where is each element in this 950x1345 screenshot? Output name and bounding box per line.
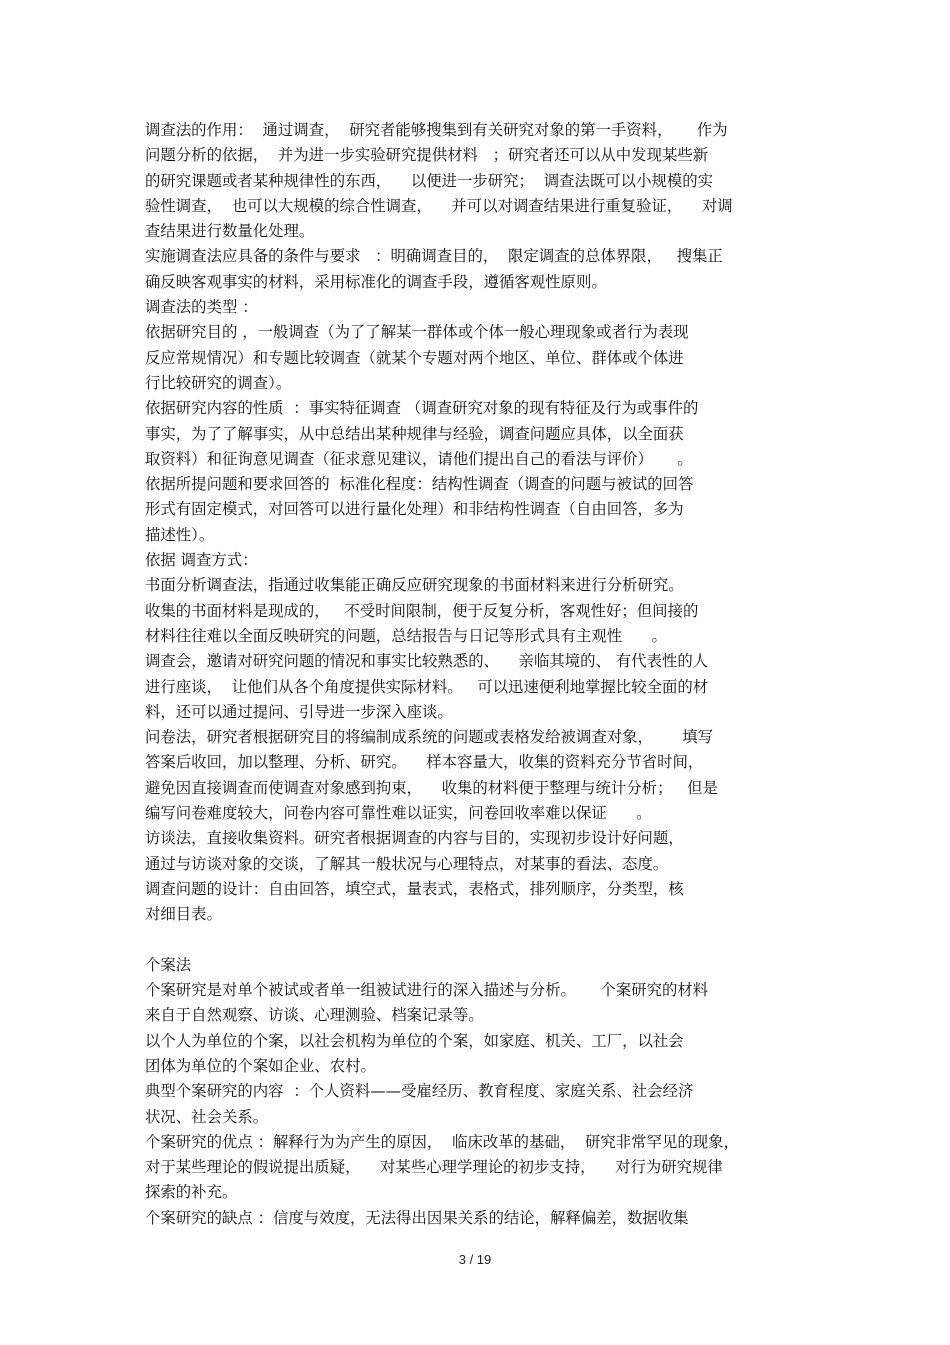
text-line: 个案研究的缺点 ：信度与效度，无法得出因果关系的结论，解释偏差，数据收集 — [145, 1208, 689, 1227]
page-number: 3 / 19 — [458, 1252, 492, 1267]
text-line: 材料往往难以全面反映研究的问题，总结报告与日记等形式具有主观性 。 — [145, 626, 667, 645]
text-line: 问题分析的依据， 并为进一步实验研究提供材料 ；研究者还可以从中发现某些新 — [145, 146, 709, 165]
section-heading: 个案法 — [145, 955, 192, 974]
text-line: 验性调查， 也可以大规模的综合性调查， 并可以对调查结果进行重复验证， 对调 — [145, 196, 733, 215]
text-line: 行比较研究的调查）。 — [145, 373, 292, 392]
document-body — [145, 118, 809, 1231]
text-line: 团体为单位的个案如企业、农村。 — [145, 1056, 376, 1075]
text-line: 调查会，邀请对研究问题的情况和事实比较熟悉的、 亲临其境的、 有代表性的人 — [145, 652, 709, 671]
text-line: 状况、社会关系。 — [145, 1107, 269, 1126]
text-line: 调查问题的设计：自由回答，填空式，量表式，表格式，排列顺序，分类型，核 — [145, 879, 684, 898]
text-line: 查结果进行数量化处理。 — [145, 222, 315, 241]
text-line: 依据研究内容的性质 ：事实特征调查 （调查研究对象的现有特征及行为或事件的 — [145, 399, 699, 418]
text-line: 通过与访谈对象的交谈，了解其一般状况与心理特点，对某事的看法、态度。 — [145, 854, 669, 873]
text-line: 来自于自然观察、访谈、心理测验、档案记录等。 — [145, 1006, 484, 1025]
text-line: 避免因直接调查而使调查对象感到拘束， 收集的材料便于整理与统计分析； 但是 — [145, 778, 718, 797]
text-line: 对于某些理论的假说提出质疑， 对某些心理学理论的初步支持， 对行为研究规律 — [145, 1158, 723, 1177]
text-line: 收集的书面材料是现成的， 不受时间限制，便于反复分析，客观性好；但间接的 — [145, 601, 699, 620]
section-heading: 依据 调查方式： — [145, 551, 258, 570]
text-line: 反应常规情况）和专题比较调查（就某个专题对两个地区、单位、群体或个体进 — [145, 348, 684, 367]
text-line: 答案后收回，加以整理、分析、研究。 样本容量大，收集的资料充分节省时间， — [145, 753, 704, 772]
text-line: 探索的补充。 — [145, 1183, 238, 1202]
text-line: 访谈法，直接收集资料。研究者根据调查的内容与目的，实现初步设计好问题， — [145, 829, 684, 848]
text-line: 料，还可以通过提问、引导进一步深入座谈。 — [145, 702, 453, 721]
text-line: 以个人为单位的个案，以社会机构为单位的个案，如家庭、机关、工厂，以社会 — [145, 1031, 684, 1050]
text-line: 事实，为了了解事实，从中总结出某种规律与经验，调查问题应具体，以全面获 — [145, 424, 684, 443]
text-line: 的研究课题或者某种规律性的东西， 以便进一步研究； 调查法既可以小规模的实 — [145, 171, 714, 190]
text-line: 取资料）和征询意见调查（征求意见建议，请他们提出自己的看法与评价） 。 — [145, 449, 693, 468]
text-line: 问卷法，研究者根据研究目的将编制成系统的问题或表格发给被调查对象， 填写 — [145, 728, 714, 747]
text-line: 形式有固定模式，对回答可以进行量化处理）和非结构性调查（自由回答，多为 — [145, 500, 684, 519]
text-line: 典型个案研究的内容 ：个人资料——受雇经历、教育程度、家庭关系、社会经济 — [145, 1082, 694, 1101]
blank-line — [145, 928, 809, 953]
text-line: 对细目表。 — [145, 905, 222, 924]
text-line: 实施调查法应具备的条件与要求 ：明确调查目的， 限定调查的总体界限， 搜集正 — [145, 247, 723, 266]
text-line: 编写问卷难度较大，问卷内容可靠性难以证实，问卷回收率难以保证 。 — [145, 804, 652, 823]
text-line: 进行座谈， 让他们从各个角度提供实际材料。 可以迅速便利地掌握比较全面的材 — [145, 677, 709, 696]
text-line: 确反映客观事实的材料，采用标准化的调查手段，遵循客观性原则。 — [145, 272, 607, 291]
text-line: 个案研究是对单个被试或者单一组被试进行的深入描述与分析。 个案研究的材料 — [145, 981, 709, 1000]
section-heading: 调查法的类型 ： — [145, 298, 258, 317]
text-line: 书面分析调查法，指通过收集能正确反应研究现象的书面材料来进行分析研究。 — [145, 576, 684, 595]
text-line: 个案研究的优点 ：解释行为为产生的原因， 临床改革的基础， 研究非常罕见的现象， — [145, 1132, 739, 1151]
text-line: 依据研究目的 ，一般调查（为了了解某一群体或个体一般心理现象或者行为表现 — [145, 323, 689, 342]
text-line: 描述性）。 — [145, 525, 215, 544]
text-line: 依据所提问题和要求回答的 标准化程度：结构性调查（调查的问题与被试的回答 — [145, 475, 694, 494]
text-line: 调查法的作用： 通过调查， 研究者能够搜集到有关研究对象的第一手资料， 作为 — [145, 121, 728, 139]
